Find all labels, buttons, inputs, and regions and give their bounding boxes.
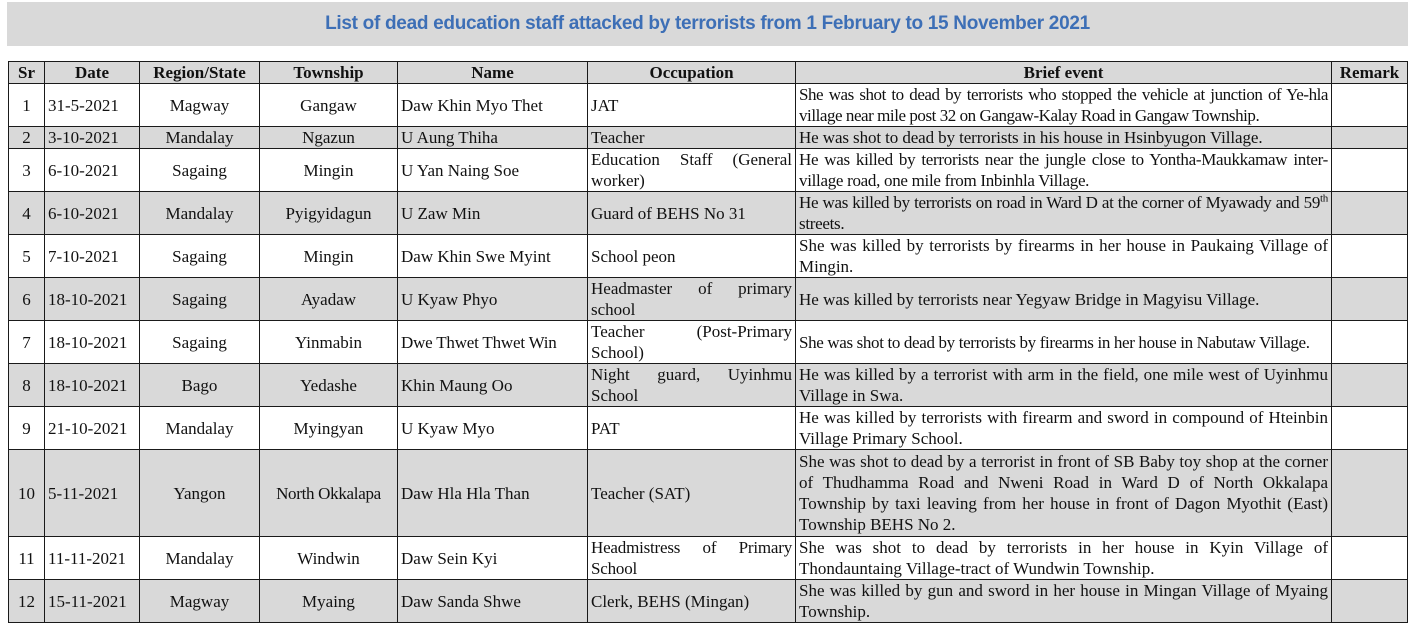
cell-region: Sagaing bbox=[140, 278, 260, 321]
cell-occupation: School peon bbox=[588, 235, 796, 278]
cell-remark bbox=[1332, 84, 1408, 127]
cell-sr: 12 bbox=[9, 580, 45, 623]
table-row bbox=[9, 235, 1408, 278]
cell-sr: 6 bbox=[9, 278, 45, 321]
cell-sr: 1 bbox=[9, 84, 45, 127]
cell-region: Yangon bbox=[140, 450, 260, 537]
cell-event: He was killed by terrorists near the jungle close to Yontha-Maukkamaw inter-village road, one mile from Inbinhla Village. bbox=[796, 149, 1332, 192]
cell-date: 31-5-2021 bbox=[45, 84, 140, 127]
cell-township: Yedashe bbox=[260, 364, 398, 407]
cell-occupation: Clerk, BEHS (Mingan) bbox=[588, 580, 796, 623]
col-header-event: Brief event bbox=[796, 62, 1332, 84]
cell-remark bbox=[1332, 235, 1408, 278]
cell-remark bbox=[1332, 278, 1408, 321]
cell-region: Mandalay bbox=[140, 537, 260, 580]
cell-event: She was shot to dead by terrorists by firearms in her house in Nabutaw Village. bbox=[796, 321, 1332, 364]
cell-occupation: Teacher bbox=[588, 127, 796, 149]
cell-name: Daw Khin Myo Thet bbox=[398, 84, 588, 127]
cell-remark bbox=[1332, 407, 1408, 450]
col-header-name: Name bbox=[398, 62, 588, 84]
cell-region: Sagaing bbox=[140, 235, 260, 278]
cell-occupation: Headmistress of Primary School bbox=[588, 537, 796, 580]
cell-sr: 8 bbox=[9, 364, 45, 407]
table-row bbox=[9, 149, 1408, 192]
table-row bbox=[9, 537, 1408, 580]
cell-date: 7-10-2021 bbox=[45, 235, 140, 278]
cell-region: Mandalay bbox=[140, 407, 260, 450]
cell-name: Khin Maung Oo bbox=[398, 364, 588, 407]
cell-date: 3-10-2021 bbox=[45, 127, 140, 149]
cell-sr: 2 bbox=[9, 127, 45, 149]
cell-township: Mingin bbox=[260, 149, 398, 192]
cell-date: 6-10-2021 bbox=[45, 149, 140, 192]
cell-event: He was shot to dead by terrorists in his house in Hsinbyugon Village. bbox=[796, 127, 1332, 149]
cell-event: She was killed by terrorists by firearms in her house in Paukaing Village of Mingin. bbox=[796, 235, 1332, 278]
cell-sr: 9 bbox=[9, 407, 45, 450]
cell-remark bbox=[1332, 450, 1408, 537]
table-row bbox=[9, 450, 1408, 537]
table-row bbox=[9, 321, 1408, 364]
cell-occupation: Guard of BEHS No 31 bbox=[588, 192, 796, 235]
cell-occupation: Teacher (Post-Primary School) bbox=[588, 321, 796, 364]
table-header-row bbox=[9, 62, 1408, 84]
cell-occupation: JAT bbox=[588, 84, 796, 127]
cell-date: 18-10-2021 bbox=[45, 321, 140, 364]
cell-sr: 7 bbox=[9, 321, 45, 364]
col-header-sr: Sr bbox=[9, 62, 45, 84]
cell-occupation: Education Staff (General worker) bbox=[588, 149, 796, 192]
cell-region: Magway bbox=[140, 84, 260, 127]
cell-region: Sagaing bbox=[140, 149, 260, 192]
cell-occupation: Teacher (SAT) bbox=[588, 450, 796, 537]
cell-occupation: Night guard, Uyinhmu School bbox=[588, 364, 796, 407]
cell-township: Mingin bbox=[260, 235, 398, 278]
col-header-region: Region/State bbox=[140, 62, 260, 84]
cell-township: Myingyan bbox=[260, 407, 398, 450]
cell-date: 18-10-2021 bbox=[45, 364, 140, 407]
cell-sr: 4 bbox=[9, 192, 45, 235]
cell-remark bbox=[1332, 149, 1408, 192]
event-text: He was killed by terrorists on road in Ward D at the corner of Myawady and 59 bbox=[799, 193, 1321, 212]
cell-remark bbox=[1332, 364, 1408, 407]
col-header-township: Township bbox=[260, 62, 398, 84]
title-bar bbox=[7, 2, 1408, 46]
table-row bbox=[9, 84, 1408, 127]
cell-event: She was shot to dead by terrorists who stopped the vehicle at junction of Ye-hla village near mile post 32 on Gangaw-Kalay Road in Gangaw Township. bbox=[796, 84, 1332, 127]
cell-event: She was shot to dead by a terrorist in front of SB Baby toy shop at the corner of Thudhamma Road and Nweni Road in Ward D of North Okkalapa Township by taxi leaving from her house in front of Dagon Myothit (East) Township BEHS No 2. bbox=[796, 450, 1332, 537]
col-header-date: Date bbox=[45, 62, 140, 84]
cell-event: She was killed by gun and sword in her house in Mingan Village of Myaing Township. bbox=[796, 580, 1332, 623]
cell-region: Mandalay bbox=[140, 127, 260, 149]
table-row bbox=[9, 192, 1408, 235]
cell-date: 21-10-2021 bbox=[45, 407, 140, 450]
cell-township: Myaing bbox=[260, 580, 398, 623]
cell-sr: 3 bbox=[9, 149, 45, 192]
table-row bbox=[9, 580, 1408, 623]
cell-name: U Aung Thiha bbox=[398, 127, 588, 149]
cell-township: North Okkalapa bbox=[260, 450, 398, 537]
cell-date: 15-11-2021 bbox=[45, 580, 140, 623]
cell-region: Mandalay bbox=[140, 192, 260, 235]
cell-date: 11-11-2021 bbox=[45, 537, 140, 580]
cell-township: Yinmabin bbox=[260, 321, 398, 364]
cell-region: Bago bbox=[140, 364, 260, 407]
ordinal-suffix: th bbox=[1320, 192, 1328, 205]
cell-event: She was shot to dead by terrorists in her house in Kyin Village of Thondauntaing Village-tract of Wundwin Township. bbox=[796, 537, 1332, 580]
cell-name: U Kyaw Phyo bbox=[398, 278, 588, 321]
cell-name: Daw Sein Kyi bbox=[398, 537, 588, 580]
page-title: List of dead education staff attacked by terrorists from 1 February to 15 November 2021 bbox=[325, 13, 1090, 34]
cell-region: Sagaing bbox=[140, 321, 260, 364]
cell-township: Ayadaw bbox=[260, 278, 398, 321]
cell-event: He was killed by terrorists near Yegyaw Bridge in Magyisu Village. bbox=[796, 278, 1332, 321]
cell-name: Daw Khin Swe Myint bbox=[398, 235, 588, 278]
cell-sr: 5 bbox=[9, 235, 45, 278]
cell-name: Daw Sanda Shwe bbox=[398, 580, 588, 623]
cell-name: Daw Hla Hla Than bbox=[398, 450, 588, 537]
cell-remark bbox=[1332, 537, 1408, 580]
cell-remark bbox=[1332, 321, 1408, 364]
cell-name: U Zaw Min bbox=[398, 192, 588, 235]
cell-name: U Kyaw Myo bbox=[398, 407, 588, 450]
cell-name: U Yan Naing Soe bbox=[398, 149, 588, 192]
cell-date: 5-11-2021 bbox=[45, 450, 140, 537]
cell-event: He was killed by terrorists with firearm and sword in compound of Hteinbin Village Primary School. bbox=[796, 407, 1332, 450]
event-text-tail: streets. bbox=[799, 214, 845, 233]
cell-township: Ngazun bbox=[260, 127, 398, 149]
cell-remark bbox=[1332, 192, 1408, 235]
cell-name: Dwe Thwet Thwet Win bbox=[398, 321, 588, 364]
cell-date: 18-10-2021 bbox=[45, 278, 140, 321]
table-row bbox=[9, 407, 1408, 450]
cell-event bbox=[796, 192, 1332, 235]
staff-table bbox=[8, 61, 1408, 623]
cell-region: Magway bbox=[140, 580, 260, 623]
table-row bbox=[9, 278, 1408, 321]
cell-sr: 10 bbox=[9, 450, 45, 537]
cell-sr: 11 bbox=[9, 537, 45, 580]
col-header-remark: Remark bbox=[1332, 62, 1408, 84]
col-header-occupation: Occupation bbox=[588, 62, 796, 84]
cell-township: Pyigyidagun bbox=[260, 192, 398, 235]
cell-event: He was killed by a terrorist with arm in the field, one mile west of Uyinhmu Village in Swa. bbox=[796, 364, 1332, 407]
cell-township: Gangaw bbox=[260, 84, 398, 127]
cell-township: Windwin bbox=[260, 537, 398, 580]
cell-occupation: PAT bbox=[588, 407, 796, 450]
table-row bbox=[9, 364, 1408, 407]
cell-remark bbox=[1332, 127, 1408, 149]
cell-date: 6-10-2021 bbox=[45, 192, 140, 235]
cell-remark bbox=[1332, 580, 1408, 623]
cell-occupation: Headmaster of primary school bbox=[588, 278, 796, 321]
table-row bbox=[9, 127, 1408, 149]
